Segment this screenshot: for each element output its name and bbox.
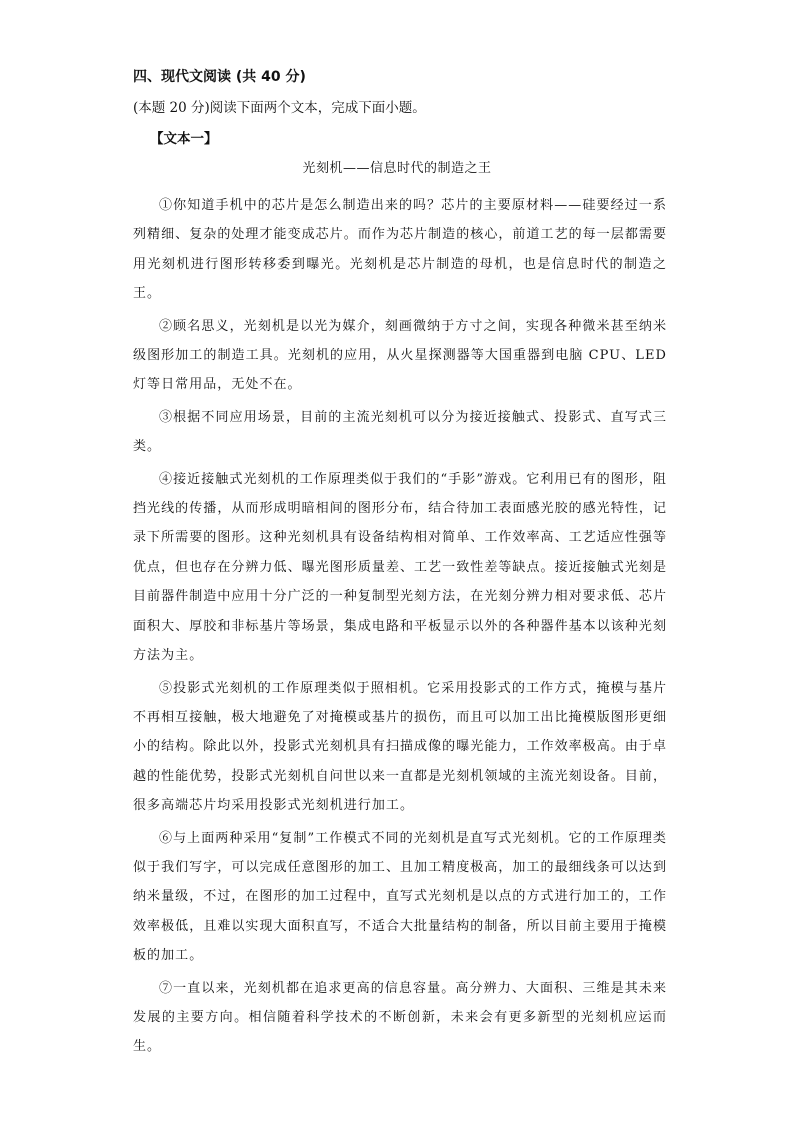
question-instruction: (本题 20 分)阅读下面两个文本，完成下面小题。 (133, 100, 426, 116)
paragraph-4: ④接近接触式光刻机的工作原理类似于我们的“手影”游戏。它利用已有的图形，阻挡光线的传播，从而形成明暗相间的图形分布，结合待加工表面感光胶的感光特性，记录下所需要的图形。这种光刻机具有设备结构相对简单、工作效率高、工艺适应性强等优点，但也存在分辨力低、曝光图形质量差、工艺一致性差等缺点。接近接触式光刻是目前器件制造中应用十分广泛的一种复制型光刻方法，在光刻分辨力相对要求低、芯片面积大、厚胶和非标基片等场景，集成电路和平板显示以外的各种器件基本以该种光刻方法为主。 (133, 471, 667, 664)
article-title: 光刻机——信息时代的制造之王 (302, 161, 492, 176)
article-body (133, 191, 667, 1065)
paragraph-6: ⑥与上面两种采用“复制”工作模式不同的光刻机是直写式光刻机。它的工作原理类似于我们写字，可以完成任意图形的加工、且加工精度极高，加工的最细线条可以达到纳米量级，不过，在图形的加工过程中，直写式光刻机是以点的方式进行加工的，工作效率极低，且难以实现大面积直写，不适合大批量结构的制备，所以目前主要用于掩模板的加工。 (133, 830, 667, 964)
paragraph-5: ⑤投影式光刻机的工作原理类似于照相机。它采用投影式的工作方式，掩模与基片不再相互接触，极大地避免了对掩模或基片的损伤，而且可以加工出比掩模版图形更细小的结构。除此以外，投影式光刻机具有扫描成像的曝光能力，工作效率极高。由于卓越的性能优势，投影式光刻机自问世以来一直都是光刻机领域的主流光刻设备。目前，很多高端芯片均采用投影式光刻机进行加工。 (133, 680, 667, 814)
paragraph-3: ③根据不同应用场景，目前的主流光刻机可以分为接近接触式、投影式、直写式三类。 (133, 409, 667, 455)
text-one-label: 【文本一】 (150, 131, 218, 147)
paragraph-1: ①你知道手机中的芯片是怎么制造出来的吗？芯片的主要原材料——硅要经过一系列精细、复杂的处理才能变成芯片。而作为芯片制造的核心，前道工艺的每一层都需要用光刻机进行图形转移委到曝光。光刻机是芯片制造的母机，也是信息时代的制造之王。 (133, 198, 667, 302)
paragraph-2: ②顾名思义，光刻机是以光为媒介，刻画微纳于方寸之间，实现各种微米甚至纳米级图形加工的制造工具。光刻机的应用，从火星探测器等大国重器到电脑 CPU、LED 灯等日常用品，无处不在。 (133, 318, 667, 393)
section-title: 四、现代文阅读 (共 40 分) (133, 69, 306, 85)
paragraph-7: ⑦一直以来，光刻机都在追求更高的信息容量。高分辨力、大面积、三维是其未来发展的主要方向。相信随着科学技术的不断创新，未来会有更多新型的光刻机应运而生。 (133, 980, 667, 1055)
